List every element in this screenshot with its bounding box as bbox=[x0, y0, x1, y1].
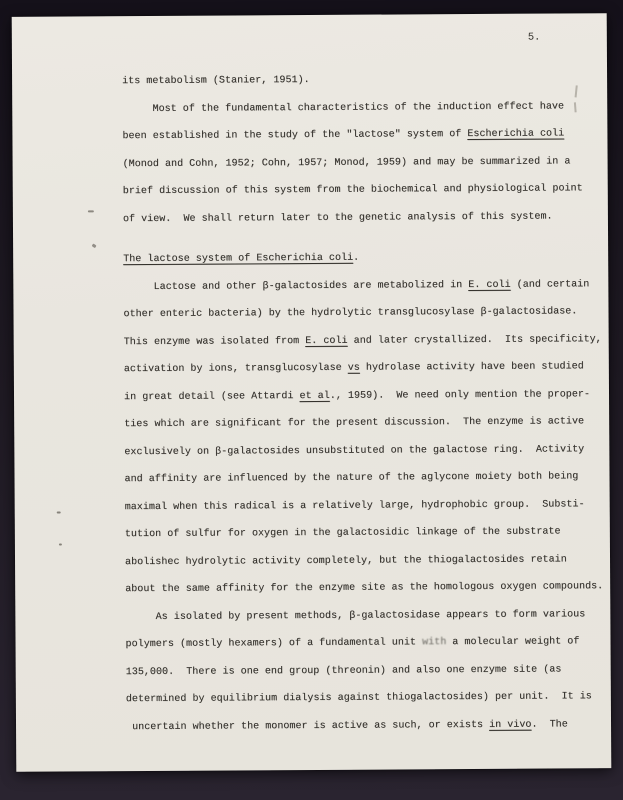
text-segment: about the same affinity for the enzyme site as the homologous oxygen compounds. bbox=[125, 581, 604, 596]
text-segment: . bbox=[353, 252, 360, 264]
text-segment: tution of sulfur for oxygen in the galactosidic linkage of the substrate bbox=[124, 526, 561, 541]
text-segment: in great detail (see Attardi bbox=[123, 390, 300, 403]
text-segment: with bbox=[421, 637, 447, 649]
text-segment: been established in the study of the "lactose" system of bbox=[122, 129, 468, 143]
text-line bbox=[122, 93, 602, 123]
text-segment: a molecular weight of bbox=[446, 636, 580, 649]
underlined-text: Escherichia coli bbox=[467, 128, 565, 141]
text-segment: hydrolase activity have been studied bbox=[359, 361, 584, 374]
margin-pencil-mark bbox=[88, 210, 94, 212]
text-line bbox=[123, 148, 603, 178]
text-segment: This enzyme was isolated from bbox=[123, 335, 306, 348]
text-line bbox=[124, 408, 604, 438]
text-segment: ., 1959). We need only mention the proper- bbox=[329, 388, 591, 402]
section-heading bbox=[123, 243, 603, 273]
page-number: 5. bbox=[527, 31, 541, 44]
text-segment: ties which are significant for the present discussion. The enzyme is active bbox=[124, 416, 585, 431]
text-line bbox=[126, 656, 606, 686]
text-segment: its metabolism (Stanier, 1951). bbox=[122, 75, 310, 88]
text-segment: Most of the fundamental characteristics of the induction effect have bbox=[122, 100, 565, 115]
handwriting-stroke bbox=[575, 85, 578, 97]
text-line bbox=[123, 271, 603, 301]
text-line bbox=[124, 381, 604, 411]
text-line bbox=[124, 436, 604, 466]
text-segment: determined by equilibrium dialysis against thiogalactosides) per unit. It is bbox=[125, 691, 592, 706]
text-segment: (Monod and Cohn, 1952; Cohn, 1957; Monod, 1959) and may be summarized in a bbox=[122, 155, 571, 170]
text-segment: 135,000. There is one end group (threonin) and also one enzyme site (as bbox=[125, 663, 562, 678]
underlined-text: et al bbox=[299, 390, 330, 402]
text-segment: exclusively on β-galactosides unsubstituted on the galactose ring. Activity bbox=[124, 443, 585, 458]
text-line bbox=[124, 353, 604, 383]
text-segment: maximal when this radical is a relatively large, hydrophobic group. Substi- bbox=[124, 498, 585, 513]
text-line bbox=[124, 326, 604, 356]
text-segment: polymers (mostly hexamers) of a fundamental unit bbox=[125, 637, 423, 651]
text-line bbox=[125, 628, 605, 658]
text-line bbox=[124, 463, 604, 493]
text-line bbox=[126, 683, 606, 713]
text-segment: (and certain bbox=[510, 278, 590, 291]
text-line bbox=[125, 491, 605, 521]
text-segment: activation by ions, transglucosylase bbox=[123, 362, 348, 376]
text-segment: other enteric bacteria) by the hydrolytic transglucosylase β-galactosidase. bbox=[123, 306, 578, 321]
text-segment: and affinity are influenced by the nature of the aglycone moiety both being bbox=[124, 471, 579, 486]
typescript-page bbox=[12, 13, 612, 772]
underlined-text: E. coli bbox=[468, 279, 511, 291]
text-segment: of view. We shall return later to the genetic analysis of this system. bbox=[122, 211, 553, 225]
text-line bbox=[125, 546, 605, 576]
text-line bbox=[123, 175, 603, 205]
handwriting-stroke bbox=[574, 102, 576, 112]
text-line bbox=[126, 711, 606, 741]
margin-pencil-mark bbox=[59, 544, 62, 546]
underlined-text: E. coli bbox=[305, 335, 348, 347]
margin-handwriting-mark bbox=[572, 85, 578, 117]
text-segment: . The bbox=[531, 718, 568, 731]
text-line bbox=[125, 601, 605, 631]
text-segment: and later crystallized. Its specificity, bbox=[347, 333, 602, 347]
text-block bbox=[122, 65, 606, 741]
underlined-text: vs bbox=[347, 362, 360, 374]
text-segment: brief discussion of this system from the biochemical and physiological point bbox=[122, 183, 583, 198]
underlined-text: in vivo bbox=[489, 719, 532, 731]
underlined-text: The lactose system of Escherichia coli bbox=[123, 252, 354, 266]
margin-pencil-mark bbox=[57, 512, 61, 514]
text-line bbox=[125, 518, 605, 548]
text-segment: As isolated by present methods, β-galactosidase appears to form various bbox=[125, 608, 586, 623]
text-line bbox=[123, 203, 603, 233]
text-line bbox=[125, 573, 605, 603]
text-line bbox=[122, 120, 602, 150]
text-segment: Lactose and other β-galactosides are metabolized in bbox=[123, 279, 469, 293]
margin-pencil-mark bbox=[92, 243, 97, 248]
text-line bbox=[122, 65, 602, 95]
text-segment: uncertain whether the monomer is active as such, or exists bbox=[126, 719, 490, 733]
text-line bbox=[123, 298, 603, 328]
text-segment: abolishec hydrolytic activity completely, but the thiogalactosides retain bbox=[124, 553, 567, 568]
